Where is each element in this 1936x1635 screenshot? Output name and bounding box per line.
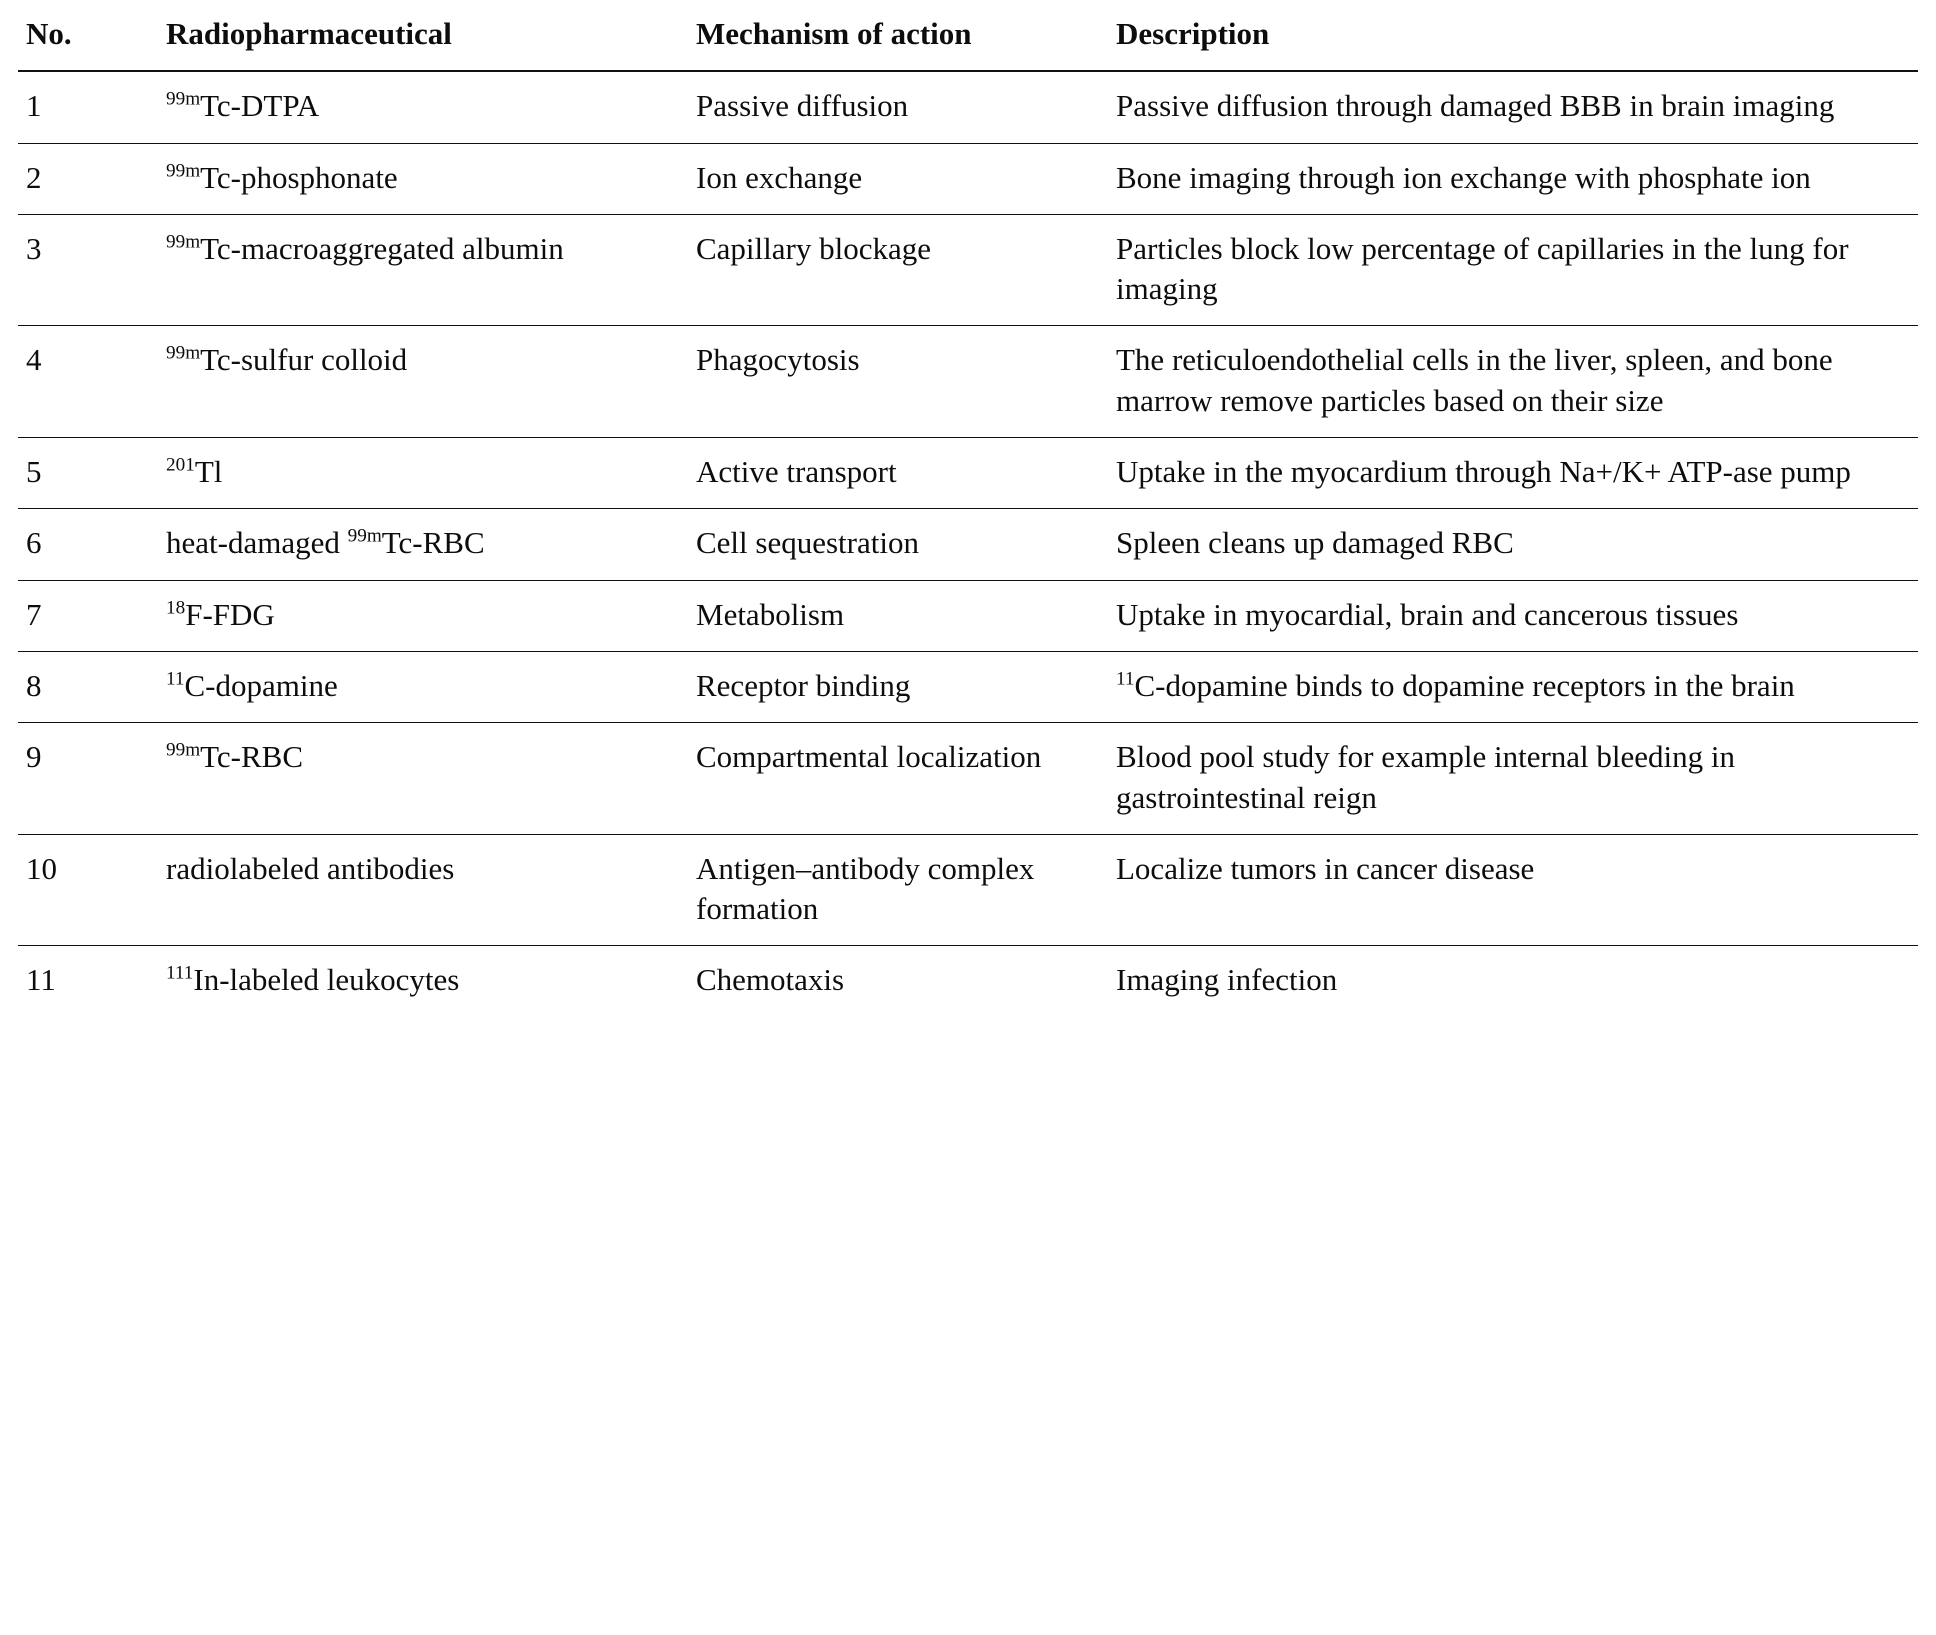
cell-mechanism: Metabolism — [696, 596, 845, 632]
table-row — [18, 946, 1918, 1017]
cell-no: 2 — [26, 159, 42, 195]
cell-radiopharmaceutical — [158, 723, 688, 835]
cell-description: Uptake in the myocardium through Na+/K+ ATP-ase pump — [1116, 454, 1851, 490]
table-row — [18, 723, 1918, 835]
table-row — [18, 326, 1918, 438]
cell-description: Uptake in myocardial, brain and cancerous tissues — [1116, 596, 1739, 632]
cell-no: 10 — [26, 850, 57, 886]
table-row — [18, 651, 1918, 722]
cell-mechanism: Receptor binding — [696, 667, 911, 703]
cell-description: The reticuloendothelial cells in the liver, spleen, and bone marrow remove particles based on their size — [1116, 342, 1833, 418]
cell-description: Passive diffusion through damaged BBB in brain imaging — [1116, 88, 1835, 124]
table-row — [18, 580, 1918, 651]
cell-radiopharmaceutical — [158, 71, 688, 143]
radio-name: Tc-RBC — [200, 739, 304, 775]
cell-description: Imaging infection — [1116, 962, 1338, 998]
table-row — [18, 834, 1918, 946]
isotope-superscript: 99m — [347, 526, 382, 548]
radio-name: Tl — [194, 454, 223, 490]
column-header-mechanism: Mechanism of action — [696, 16, 972, 51]
cell-no: 3 — [26, 230, 42, 266]
cell-no: 5 — [26, 454, 42, 490]
isotope-superscript: 201 — [166, 454, 195, 476]
radio-name: radiolabeled antibodies — [166, 850, 455, 886]
table-row — [18, 71, 1918, 143]
table-row — [18, 143, 1918, 214]
table-row — [18, 438, 1918, 509]
cell-no: 11 — [26, 962, 56, 998]
cell-radiopharmaceutical — [158, 438, 688, 509]
column-header-no: No. — [26, 16, 72, 51]
cell-radiopharmaceutical — [158, 580, 688, 651]
cell-mechanism: Active transport — [696, 454, 897, 490]
cell-radiopharmaceutical — [158, 214, 688, 326]
isotope-superscript: 11 — [1116, 668, 1135, 690]
table-header — [18, 0, 1918, 71]
cell-radiopharmaceutical — [158, 946, 688, 1017]
radio-name: Tc-sulfur colloid — [200, 342, 408, 378]
cell-description: Particles block low percentage of capillaries in the lung for imaging — [1116, 230, 1849, 307]
column-header-description: Description — [1116, 16, 1270, 51]
cell-mechanism: Cell sequestration — [696, 525, 919, 561]
isotope-superscript: 111 — [166, 963, 194, 985]
cell-radiopharmaceutical — [158, 326, 688, 438]
isotope-superscript: 99m — [166, 343, 201, 365]
isotope-superscript: 99m — [166, 739, 201, 761]
cell-description: Localize tumors in cancer disease — [1116, 850, 1535, 886]
cell-radiopharmaceutical — [158, 509, 688, 580]
cell-no: 1 — [26, 88, 42, 124]
radio-name: In-labeled leukocytes — [193, 962, 460, 998]
cell-radiopharmaceutical — [158, 834, 688, 946]
cell-description: Blood pool study for example internal bleeding in gastrointestinal reign — [1116, 739, 1736, 815]
isotope-superscript: 99m — [166, 231, 201, 253]
cell-radiopharmaceutical — [158, 143, 688, 214]
radio-name: Tc-phosphonate — [200, 159, 398, 195]
description-text: C-dopamine binds to dopamine receptors in the brain — [1134, 667, 1795, 703]
radiopharmaceutical-mechanism-table — [18, 0, 1918, 1017]
radio-name: C-dopamine — [184, 667, 338, 703]
table-row — [18, 509, 1918, 580]
cell-mechanism: Passive diffusion — [696, 88, 909, 124]
radio-name: Tc-DTPA — [200, 88, 320, 124]
cell-mechanism: Compartmental localization — [696, 739, 1042, 775]
cell-no: 4 — [26, 342, 42, 378]
cell-mechanism: Ion exchange — [696, 159, 863, 195]
cell-radiopharmaceutical — [158, 651, 688, 722]
isotope-superscript: 18 — [166, 597, 186, 619]
cell-description: Spleen cleans up damaged RBC — [1116, 525, 1514, 561]
column-header-radiopharmaceutical: Radiopharmaceutical — [166, 16, 452, 51]
cell-mechanism: Capillary blockage — [696, 230, 931, 266]
radio-name: Tc-RBC — [381, 525, 485, 561]
cell-description: Bone imaging through ion exchange with phosphate ion — [1116, 159, 1811, 195]
radio-name: F-FDG — [185, 596, 275, 632]
table-header-row — [18, 0, 1918, 71]
cell-mechanism: Phagocytosis — [696, 342, 860, 378]
isotope-superscript: 99m — [166, 88, 201, 110]
table-body — [18, 71, 1918, 1016]
table-row — [18, 214, 1918, 326]
cell-description — [1108, 651, 1918, 722]
cell-no: 6 — [26, 525, 42, 561]
radio-prefix: heat-damaged — [166, 525, 348, 561]
isotope-superscript: 99m — [166, 160, 201, 182]
cell-no: 8 — [26, 667, 42, 703]
cell-no: 9 — [26, 739, 42, 775]
cell-no: 7 — [26, 596, 42, 632]
cell-mechanism: Chemotaxis — [696, 962, 845, 998]
radio-name: Tc-macroaggregated albumin — [200, 230, 564, 266]
isotope-superscript: 11 — [166, 668, 185, 690]
cell-mechanism: Antigen–antibody complex formation — [696, 850, 1035, 927]
